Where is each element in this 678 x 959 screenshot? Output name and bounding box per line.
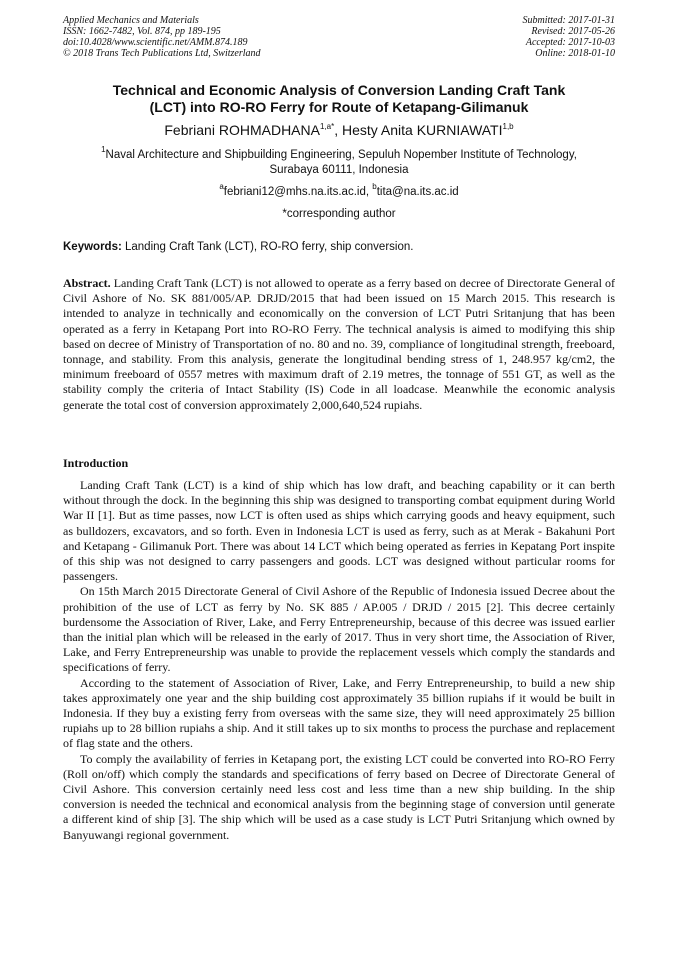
journal-name: Applied Mechanics and Materials xyxy=(63,15,199,26)
affiliation-text-1: Naval Architecture and Shipbuilding Engineering, Sepuluh Nopember Institute of Technology, xyxy=(105,149,577,161)
journal-doi: doi:10.4028/www.scientific.net/AMM.874.189 xyxy=(63,37,248,48)
author-1-name: Febriani ROHMADHANA xyxy=(164,122,320,138)
intro-paragraph-2: On 15th March 2015 Directorate General of Civil Ashore of the Republic of Indonesia issued Decree about the prohibition of the use of LCT as ferry by No. SK 885 / AP.005 / DRJD / 2015 [2]. This decree certainly burdensome the Association of River, Lake, and Ferry Entrepreneurship, because of this decree was issued earlier than the initial plan which will be released in the early of 2017. Thus in very short time, the Association of River, Lake, and Ferry Entrepreneurship was unable to provide the replacement vessels which comply the standards and specifications of ferry. xyxy=(63,584,615,675)
affiliation xyxy=(63,145,615,178)
affiliation-line-2: Surabaya 60111, Indonesia xyxy=(269,164,409,176)
date-revised: Revised: 2017-05-26 xyxy=(531,26,615,37)
journal-issn: ISSN: 1662-7482, Vol. 874, pp 189-195 xyxy=(63,26,221,37)
email-a-mark: a xyxy=(219,182,224,191)
author-list xyxy=(63,121,615,139)
email-line xyxy=(63,182,615,200)
intro-paragraph-4: To comply the availability of ferries in Ketapang port, the existing LCT could be converted into RO-RO Ferry (Roll on/off) which comply the standards and specifications of ferry based on Decree of Directorate General of Civil Ashore. This conversion certainly need less cost and less time than a new ship building. In the ship conversion is needed the technical and economical analysis from the beginning stage of conversion until generate a different kind of ship [3]. The ship which will be used as a case study is LCT Putri Sritanjung which owned by Banyuwangi regional government. xyxy=(63,751,615,842)
section-heading-introduction: Introduction xyxy=(63,456,129,470)
submission-dates xyxy=(523,15,616,59)
author-1-affil-mark: 1,a* xyxy=(319,122,335,131)
journal-copyright: © 2018 Trans Tech Publications Ltd, Switzerland xyxy=(63,48,261,59)
date-submitted: Submitted: 2017-01-31 xyxy=(522,15,615,26)
title-line-1: Technical and Economic Analysis of Conversion Landing Craft Tank xyxy=(112,82,566,98)
keywords-label: Keywords: xyxy=(63,241,122,253)
email-separator: , xyxy=(365,186,373,198)
intro-paragraph-3: According to the statement of Association of River, Lake, and Ferry Entrepreneurship, to build a new ship takes approximately one year and the ship building cost approximately 35 billion rupiahs if it would be built in Indonesia. If they buy a existing ferry from overseas with the same size, they will need approximately 25 billion rupiahs up to 28 billion rupiahs a ship. And it still takes up to six months to process the purchase and replacement of flag state and the others. xyxy=(63,675,615,751)
abstract xyxy=(63,276,615,413)
author-separator: , xyxy=(334,122,342,138)
author-2-affil-mark: 1,b xyxy=(502,122,514,131)
affiliation-mark: 1 xyxy=(101,145,106,154)
affiliation-line-1 xyxy=(63,145,615,163)
date-accepted: Accepted: 2017-10-03 xyxy=(525,37,615,48)
abstract-text: Landing Craft Tank (LCT) is not allowed to operate as a ferry based on decree of Directorate General of Civil Ashore of No. SK 881/005/AP. DRJD/2015 that had been issued on 15 March 2015. This research is intended to analyze in technically and economically on the conversion of LCT Putri Sritanjung that has been operated as a ferry in Ketapang Port into RO-RO Ferry. The technical analysis is aimed to modifying this ship based on decree of Ministry of Transportation of no. 80 and no. 39, compliance of longitudinal strength, freeboard, tonnage, and stability. From this analysis, generate the longitudinal bending stress of 1, 248.957 kg/cm2, the minimum freeboard of 0557 metres with maximum draft of 2.19 metres, the tonnage of 551 GT, as well as the stability comply the criteria of Intact Stability (IS) Code in all loadcase. Meanwhile the economic analysis generate the total cost of conversion approximately 2,000,640,524 rupiahs. xyxy=(63,276,615,412)
paper-title xyxy=(63,82,615,116)
title-line-2: (LCT) into RO-RO Ferry for Route of Ketapang-Gilimanuk xyxy=(149,99,529,115)
email-a: febriani12@mhs.na.its.ac.id xyxy=(223,186,366,198)
author-2-name: Hesty Anita KURNIAWATI xyxy=(341,122,503,138)
keywords-text: Landing Craft Tank (LCT), RO-RO ferry, ship conversion. xyxy=(121,241,414,253)
abstract-label: Abstract. xyxy=(63,276,111,290)
corresponding-author-note: *corresponding author xyxy=(282,208,396,220)
journal-info xyxy=(63,15,261,59)
email-b-mark: b xyxy=(372,182,377,191)
introduction-body xyxy=(63,478,615,843)
intro-paragraph-1: Landing Craft Tank (LCT) is a kind of ship which has low draft, and beaching capability or it can berth without through the dock. In the beginning this ship was designed to transporting combat equipment during World War II [1]. But as time passes, now LCT is often used as ships which carrying goods and heavy equipment, such as bulldozers, excavators, and so forth. Even in Indonesia LCT is used as ferry, such as at Merak - Bakahuni Port and Ketapang - Gilimanuk Port. There was about 14 LCT which being operated as ferries in Kepatang Port inspite of this ship was not designed to carry passengers and goods. LCT was designed without particular rooms for passengers. xyxy=(63,478,615,584)
email-b: tita@na.its.ac.id xyxy=(376,186,459,198)
date-online: Online: 2018-01-10 xyxy=(535,48,615,59)
keywords xyxy=(63,240,615,255)
